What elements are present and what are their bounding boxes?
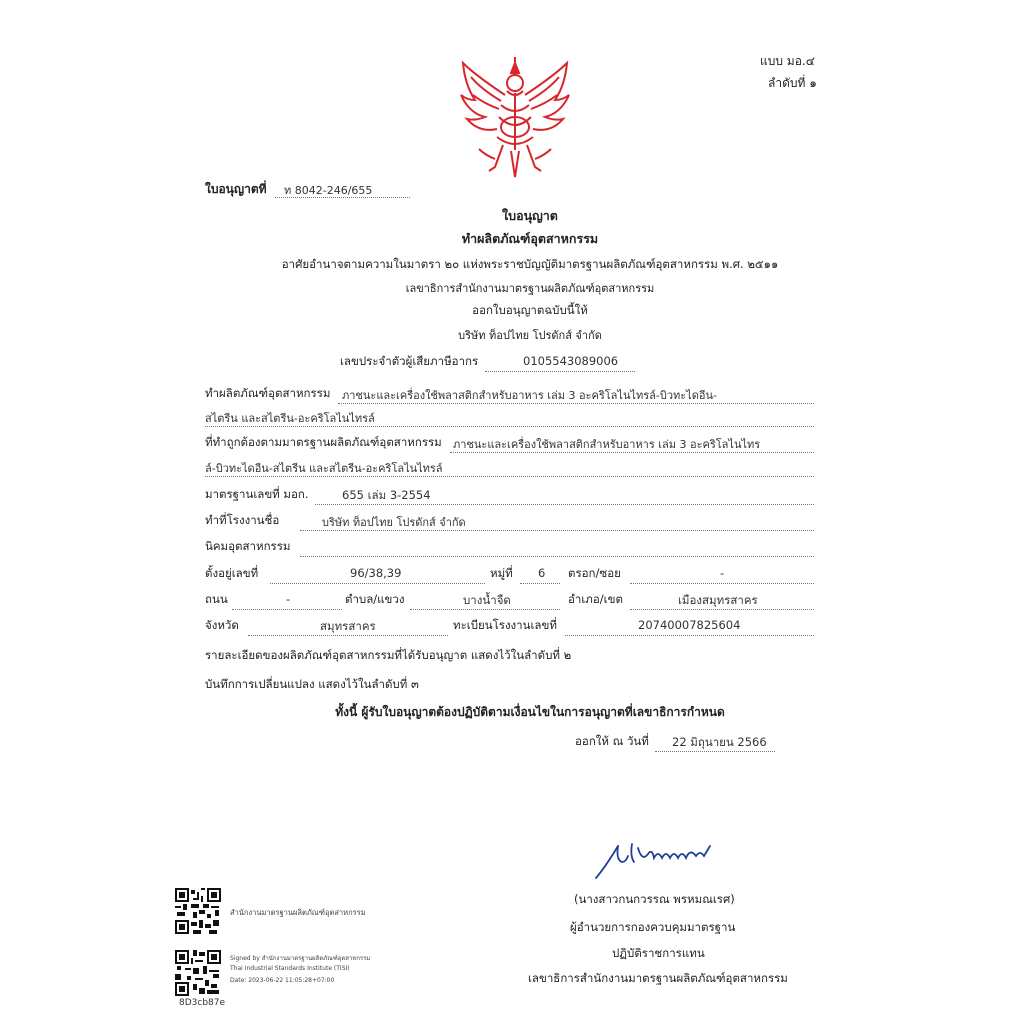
soi-label: ตรอก/ซอย [568, 566, 621, 580]
province-line [248, 635, 448, 636]
issue-date-line [655, 751, 775, 752]
sequence-number: ลำดับที่ ๑ [768, 76, 817, 90]
digital-signature-line-2: Thai Industrial Standards Institute (TISI) [230, 965, 350, 972]
standard-number-line [315, 504, 814, 505]
authority-line-1: อาศัยอำนาจตามความในมาตรา ๒๐ แห่งพระราชบัญญัติมาตรฐานผลิตภัณฑ์อุตสาหกรรม พ.ศ. ๒๕๑๑ [281, 257, 779, 271]
factory-registration-line [565, 635, 814, 636]
soi-value: - [720, 566, 725, 580]
tax-id-line [485, 371, 635, 372]
document-code: 8D3cb87e [179, 998, 226, 1008]
digital-signature-qr-icon [175, 950, 221, 996]
authority-line-2: เลขาธิการสำนักงานมาตรฐานผลิตภัณฑ์อุตสาหกรรม [405, 282, 655, 295]
factory-label: ทำที่โรงงานชื่อ [205, 513, 280, 527]
digital-signature-line-3: Date: 2023-06-22 11:05:28+07:00 [230, 977, 335, 984]
factory-value: บริษัท ท็อปไทย โปรดักส์ จำกัด [322, 516, 466, 529]
qr-code-icon [175, 888, 221, 934]
address-number-line [270, 583, 485, 584]
changes-note: บันทึกการเปลี่ยนแปลง แสดงไว้ในลำดับที่ ๓ [205, 677, 419, 691]
details-note: รายละเอียดของผลิตภัณฑ์อุตสาหกรรมที่ได้รับอนุญาต แสดงไว้ในลำดับที่ ๒ [205, 648, 572, 662]
footer-office-name: สำนักงานมาตรฐานผลิตภัณฑ์อุตสาหกรรม [230, 908, 366, 917]
address-number-value: 96/38,39 [350, 566, 402, 580]
permit-number-value: ท 8042-246/655 [284, 184, 373, 197]
product-value-line-1: ภาชนะและเครื่องใช้พลาสติกสำหรับอาหาร เล่ม 3 อะคริโลไนไทรล์-บิวทะไดอีน- [342, 389, 717, 402]
moo-label: หมู่ที่ [490, 566, 513, 580]
road-value: - [286, 592, 291, 606]
compliance-label: ที่ทำถูกต้องตามมาตรฐานผลิตภัณฑ์อุตสาหกรรม [205, 435, 442, 449]
province-label: จังหวัด [205, 618, 239, 632]
product-label: ทำผลิตภัณฑ์อุตสาหกรรม [205, 386, 331, 400]
compliance-value-line-1: ภาชนะและเครื่องใช้พลาสติกสำหรับอาหาร เล่ม 3 อะคริโลไนไทร [453, 438, 761, 451]
permit-number-line [275, 197, 410, 198]
compliance-line-1 [450, 452, 814, 453]
standard-number-value: 655 เล่ม 3-2554 [342, 488, 431, 502]
factory-registration-label: ทะเบียนโรงงานเลขที่ [453, 618, 557, 632]
road-line [232, 609, 342, 610]
district-line [630, 609, 814, 610]
compliance-line-2 [205, 476, 814, 477]
signatory-position: ผู้อำนวยการกองควบคุมมาตรฐาน [570, 920, 736, 934]
issue-date-value: 22 มิถุนายน 2566 [672, 735, 767, 749]
province-value: สมุทรสาคร [320, 619, 376, 633]
district-label: อำเภอ/เขต [568, 592, 623, 606]
signatory-name: (นางสาวกนกวรรณ พรหมณเรศ) [574, 892, 735, 906]
handwritten-signature [592, 838, 722, 883]
district-value: เมืองสมุทรสาคร [678, 593, 758, 607]
product-line-1 [338, 403, 814, 404]
factory-line [300, 530, 814, 531]
road-label: ถนน [205, 592, 228, 606]
form-code: แบบ มอ.๔ [760, 54, 815, 68]
signatory-organization: เลขาธิการสำนักงานมาตรฐานผลิตภัณฑ์อุตสาหกรรม [528, 971, 788, 985]
tax-id-label: เลขประจำตัวผู้เสียภาษีอากร [340, 354, 479, 368]
subdistrict-line [410, 609, 560, 610]
standard-number-label: มาตรฐานเลขที่ มอก. [205, 487, 309, 501]
permit-number-label: ใบอนุญาตที่ [205, 182, 267, 196]
estate-line [300, 556, 814, 557]
product-value-line-2: สไตรีน และสไตรีน-อะคริโลไนไทรล์ [205, 412, 375, 425]
soi-line [630, 583, 814, 584]
digital-signature-line-1: Signed by สำนักงานมาตรฐานผลิตภัณฑ์อุตสาหกรรม [230, 955, 371, 962]
company-name: บริษัท ท็อปไทย โปรดักส์ จำกัด [458, 329, 602, 342]
moo-line [520, 583, 560, 584]
factory-registration-value: 20740007825604 [638, 618, 741, 632]
document-subtitle: ทำผลิตภัณฑ์อุตสาหกรรม [461, 231, 599, 246]
condition-note: ทั้งนี้ ผู้รับใบอนุญาตต้องปฏิบัติตามเงื่อนไขในการอนุญาตที่เลขาธิการกำหนด [335, 705, 725, 719]
address-number-label: ตั้งอยู่เลขที่ [205, 566, 259, 580]
issue-to-line: ออกใบอนุญาตฉบับนี้ให้ [472, 303, 588, 317]
subdistrict-label: ตำบล/แขวง [345, 592, 405, 606]
garuda-emblem-icon [455, 55, 575, 180]
product-line-2 [205, 426, 814, 427]
document-title: ใบอนุญาต [502, 208, 558, 223]
tax-id-value: 0105543089006 [523, 354, 619, 368]
moo-value: 6 [538, 566, 546, 580]
issue-date-label: ออกให้ ณ วันที่ [575, 734, 649, 748]
signatory-acting: ปฏิบัติราชการแทน [612, 946, 705, 960]
estate-label: นิคมอุตสาหกรรม [205, 539, 291, 553]
subdistrict-value: บางน้ำจืด [463, 593, 511, 607]
compliance-value-line-2: ล์-บิวทะไดอีน-สไตรีน และสไตรีน-อะคริโลไนไทรล์ [205, 462, 443, 475]
